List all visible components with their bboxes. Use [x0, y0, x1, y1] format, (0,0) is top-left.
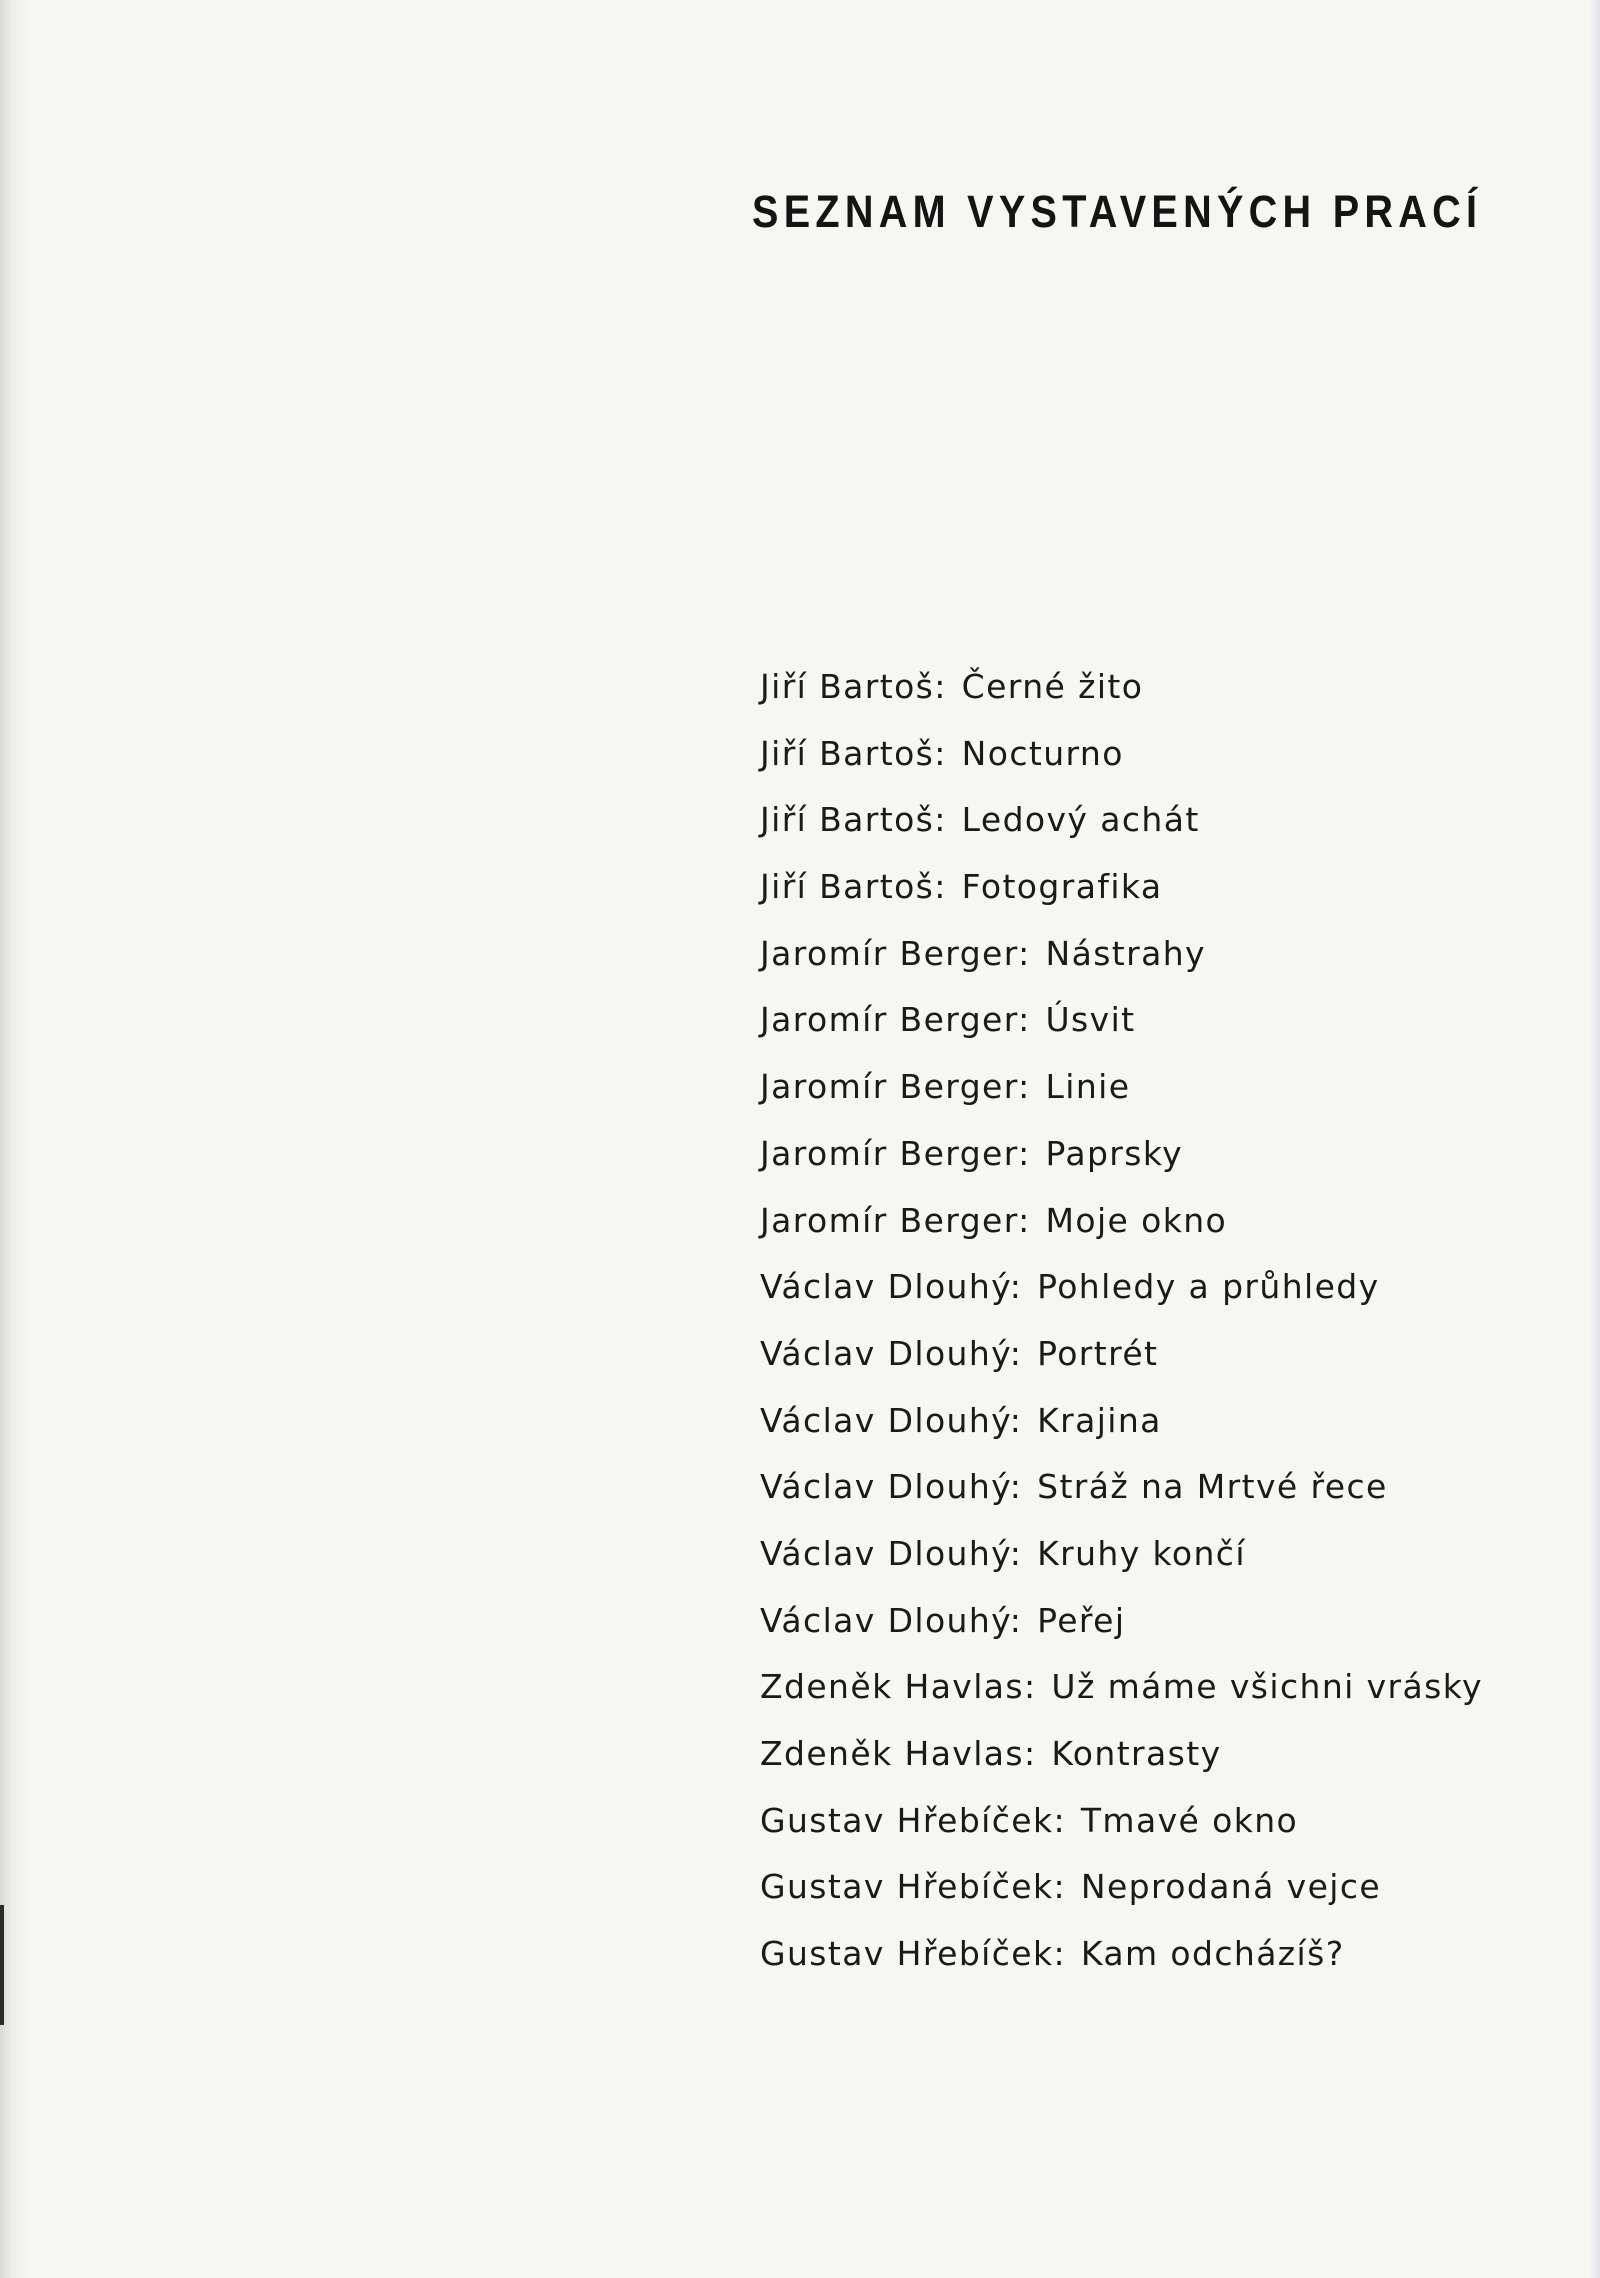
work-title: Nástrahy: [1045, 933, 1206, 973]
list-item: [760, 787, 1483, 854]
work-author: Jaromír Berger :: [760, 1000, 1046, 1039]
list-item: [760, 1588, 1483, 1655]
work-author: Jaromír Berger :: [760, 1067, 1046, 1106]
work-author: Jiří Bartoš :: [760, 867, 962, 906]
work-title: Linie: [1045, 1067, 1131, 1107]
list-item: [760, 1188, 1483, 1255]
work-author: Jaromír Berger :: [760, 1201, 1046, 1240]
work-author: Gustav Hřebíček :: [760, 1801, 1081, 1840]
work-author: Václav Dlouhý :: [760, 1334, 1037, 1373]
list-item: [760, 921, 1483, 988]
work-title: Pohledy a průhledy: [1037, 1267, 1380, 1307]
work-author: Jiří Bartoš :: [760, 800, 962, 839]
list-item: [760, 1788, 1483, 1855]
work-author: Gustav Hřebíček :: [760, 1867, 1081, 1906]
list-item: [760, 1721, 1483, 1788]
list-item: [760, 654, 1483, 721]
work-title: Kam odcházíš?: [1080, 1934, 1345, 1974]
list-item: [760, 1054, 1483, 1121]
work-title: Paprsky: [1045, 1133, 1184, 1173]
binding-shadow: [0, 0, 28, 2278]
list-item: [760, 1254, 1483, 1321]
work-title: Moje okno: [1045, 1200, 1228, 1240]
work-title: Úsvit: [1045, 1000, 1136, 1040]
work-author: Václav Dlouhý :: [760, 1267, 1037, 1306]
page-edge: [1590, 0, 1600, 2278]
work-title: Krajina: [1037, 1400, 1162, 1440]
work-title: Portrét: [1037, 1333, 1159, 1373]
work-author: Jiří Bartoš :: [760, 667, 962, 706]
work-title: Kruhy končí: [1037, 1533, 1246, 1573]
list-item: [760, 987, 1483, 1054]
work-title: Nocturno: [961, 733, 1124, 773]
work-author: Jaromír Berger :: [760, 934, 1046, 973]
work-title: Neprodaná vejce: [1080, 1867, 1382, 1907]
list-item: [760, 1921, 1483, 1988]
list-item: [760, 1388, 1483, 1455]
work-title: Černé žito: [961, 667, 1144, 706]
page-title: SEZNAM VYSTAVENÝCH PRACÍ: [752, 186, 1483, 237]
list-item: [760, 1521, 1483, 1588]
work-author: Zdeněk Havlas :: [760, 1667, 1051, 1706]
work-author: Václav Dlouhý :: [760, 1534, 1037, 1573]
work-author: Jiří Bartoš :: [760, 734, 962, 773]
work-title: Ledový achát: [961, 800, 1200, 840]
list-item: [760, 1654, 1483, 1721]
work-author: Gustav Hřebíček :: [760, 1934, 1081, 1973]
work-title: Už máme všichni vrásky: [1051, 1667, 1483, 1707]
list-item: [760, 1854, 1483, 1921]
binding-mark: [0, 1905, 4, 2025]
work-title: Peřej: [1037, 1600, 1126, 1640]
list-item: [760, 854, 1483, 921]
work-title: Stráž na Mrtvé řece: [1037, 1467, 1388, 1507]
work-title: Kontrasty: [1051, 1734, 1222, 1773]
work-title: Tmavé okno: [1080, 1800, 1299, 1840]
list-item: [760, 1121, 1483, 1188]
work-author: Zdeněk Havlas :: [760, 1734, 1051, 1773]
list-item: [760, 1321, 1483, 1388]
work-author: Václav Dlouhý :: [760, 1467, 1037, 1506]
work-author: Václav Dlouhý :: [760, 1601, 1037, 1640]
work-author: Jaromír Berger :: [760, 1134, 1046, 1173]
works-list: [760, 654, 1483, 1988]
work-author: Václav Dlouhý :: [760, 1401, 1037, 1440]
list-item: [760, 1454, 1483, 1521]
work-title: Fotografika: [961, 867, 1163, 907]
list-item: [760, 721, 1483, 788]
